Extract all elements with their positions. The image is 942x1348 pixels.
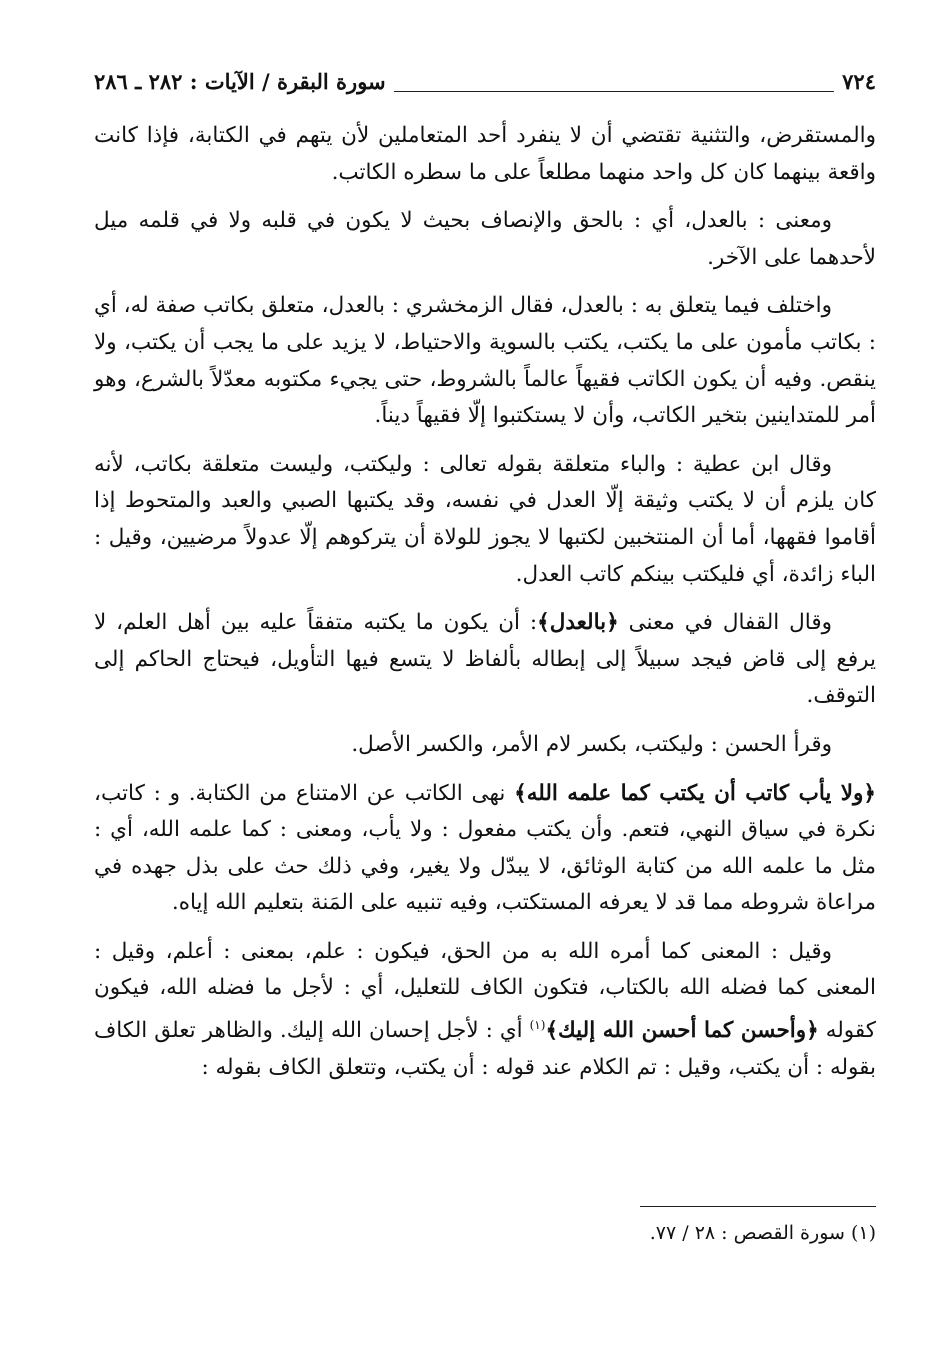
paragraph-6 xyxy=(94,727,876,764)
paragraph-8 xyxy=(94,934,876,1087)
paragraph-4-text: وقال ابن عطية : والباء متعلقة بقوله تعالى : وليكتب، وليست متعلقة بكاتب، لأنه كان يلزم أن لا يكتب وثيقة إلّا العدل في نفسه، وقد يكتبها الصبي والعبد والمتحوط إذا أقاموا فقهها، أما أن المنتخبين لكتبها لا يجوز للولاة أن يتركوهم إلّا عدولاً مرضيين، وقيل : الباء زائدة، أي فليكتب بينكم كاتب العدل. xyxy=(94,451,876,587)
footnote-number: (١) xyxy=(850,1222,876,1244)
paragraph-3 xyxy=(94,288,876,434)
quran-quote: ﴿وأحسن كما أحسن الله إليك﴾ xyxy=(545,1018,819,1044)
paragraph-4 xyxy=(94,447,876,593)
paragraph-7 xyxy=(94,776,876,922)
footnote-marker[interactable]: (١) xyxy=(529,1018,546,1033)
paragraph-5-text-a: وقال القفال في معنى xyxy=(628,610,832,636)
paragraph-8-text-b: أي : لأجل إحسان الله إليك. والظاهر تعلق الكاف بقوله : أن يكتب، وقيل : تم الكلام عند قوله : أن يكتب، وتتعلق الكاف بقوله : xyxy=(94,1018,876,1080)
paragraph-5 xyxy=(94,605,876,715)
verse-quote: ﴿ولا يأب كاتب أن يكتب كما علمه الله﴾ xyxy=(514,780,877,806)
book-page xyxy=(94,60,877,1244)
footnote-text: سورة القصص : ٢٨ / ٧٧. xyxy=(649,1222,845,1244)
paragraph-8-text-a: وقيل : المعنى كما أمره الله به من الحق، فيكون : علم، بمعنى : أعلم، وقيل : المعنى كما فضله الله بالكتاب، فتكون الكاف للتعليل، أي : لأجل ما فضله الله، فيكون كقوله xyxy=(94,938,876,1044)
paragraph-7-text: نهى الكاتب عن الامتناع من الكتابة. و : كاتب، نكرة في سياق النهي، فتعم. وأن يكتب مفعول : ولا يأب، ومعنى : كما علمه الله، أي : مثل ما علمه الله من كتابة الوثائق، لا يبدّل ولا يغير، وفي ذلك حث على بذل جهده في مراعاة شروطه مما قد لا يعرفه المستكتب، وفيه تنبيه على المَنة بتعليم الله إياه. xyxy=(94,780,876,916)
footnote-rule xyxy=(640,1206,876,1207)
footnote xyxy=(650,1218,876,1248)
paragraph-5-text-b: : أن يكون ما يكتبه متفقاً عليه بين أهل العلم، لا يرفع إلى قاض فيجد سبيلاً إلى إبطاله بألفاظ لا يتسع فيها التأويل، فيحتاج الحاكم إلى التوقف. xyxy=(94,610,876,709)
section-title: سورة البقرة / الآيات : ٢٨٢ ـ ٢٨٦ xyxy=(94,69,386,94)
paragraph-2 xyxy=(94,203,876,276)
quran-quote: ﴿بالعدل﴾ xyxy=(537,610,619,636)
paragraph-1-text: والمستقرض، والتثنية تقتضي أن لا ينفرد أحد المتعاملين لأن يتهم في الكتابة، فإذا كانت واقعة بينهما كان كل واحد منهما مطلعاً على ما سطره الكاتب. xyxy=(94,123,876,185)
running-header xyxy=(94,60,876,104)
body-text xyxy=(94,118,876,1086)
paragraph-2-text: ومعنى : بالعدل، أي : بالحق والإنصاف بحيث لا يكون في قلبه ولا في قلمه ميل لأحدهما على الآخر. xyxy=(94,208,876,270)
page-number: ٧٢٤ xyxy=(842,69,876,94)
paragraph-6-text: وقرأ الحسن : وليكتب، بكسر لام الأمر، والكسر الأصل. xyxy=(351,731,832,757)
paragraph-3-text: واختلف فيما يتعلق به : بالعدل، فقال الزمخشري : بالعدل، متعلق بكاتب صفة له، أي : بكاتب مأمون على ما يكتب، يكتب بالسوية والاحتياط، لا يزيد على ما يجب أن يكتب، ولا ينقص. وفيه أن يكون الكاتب فقيهاً عالماً بالشروط، حتى يجيء مكتوبه معدّلاً بالشرع، وهو أمر للمتداينين بتخير الكاتب، وأن لا يستكتبوا إلّا فقيهاً ديناً. xyxy=(94,293,876,429)
paragraph-1 xyxy=(94,118,876,191)
header-rule xyxy=(394,91,835,92)
